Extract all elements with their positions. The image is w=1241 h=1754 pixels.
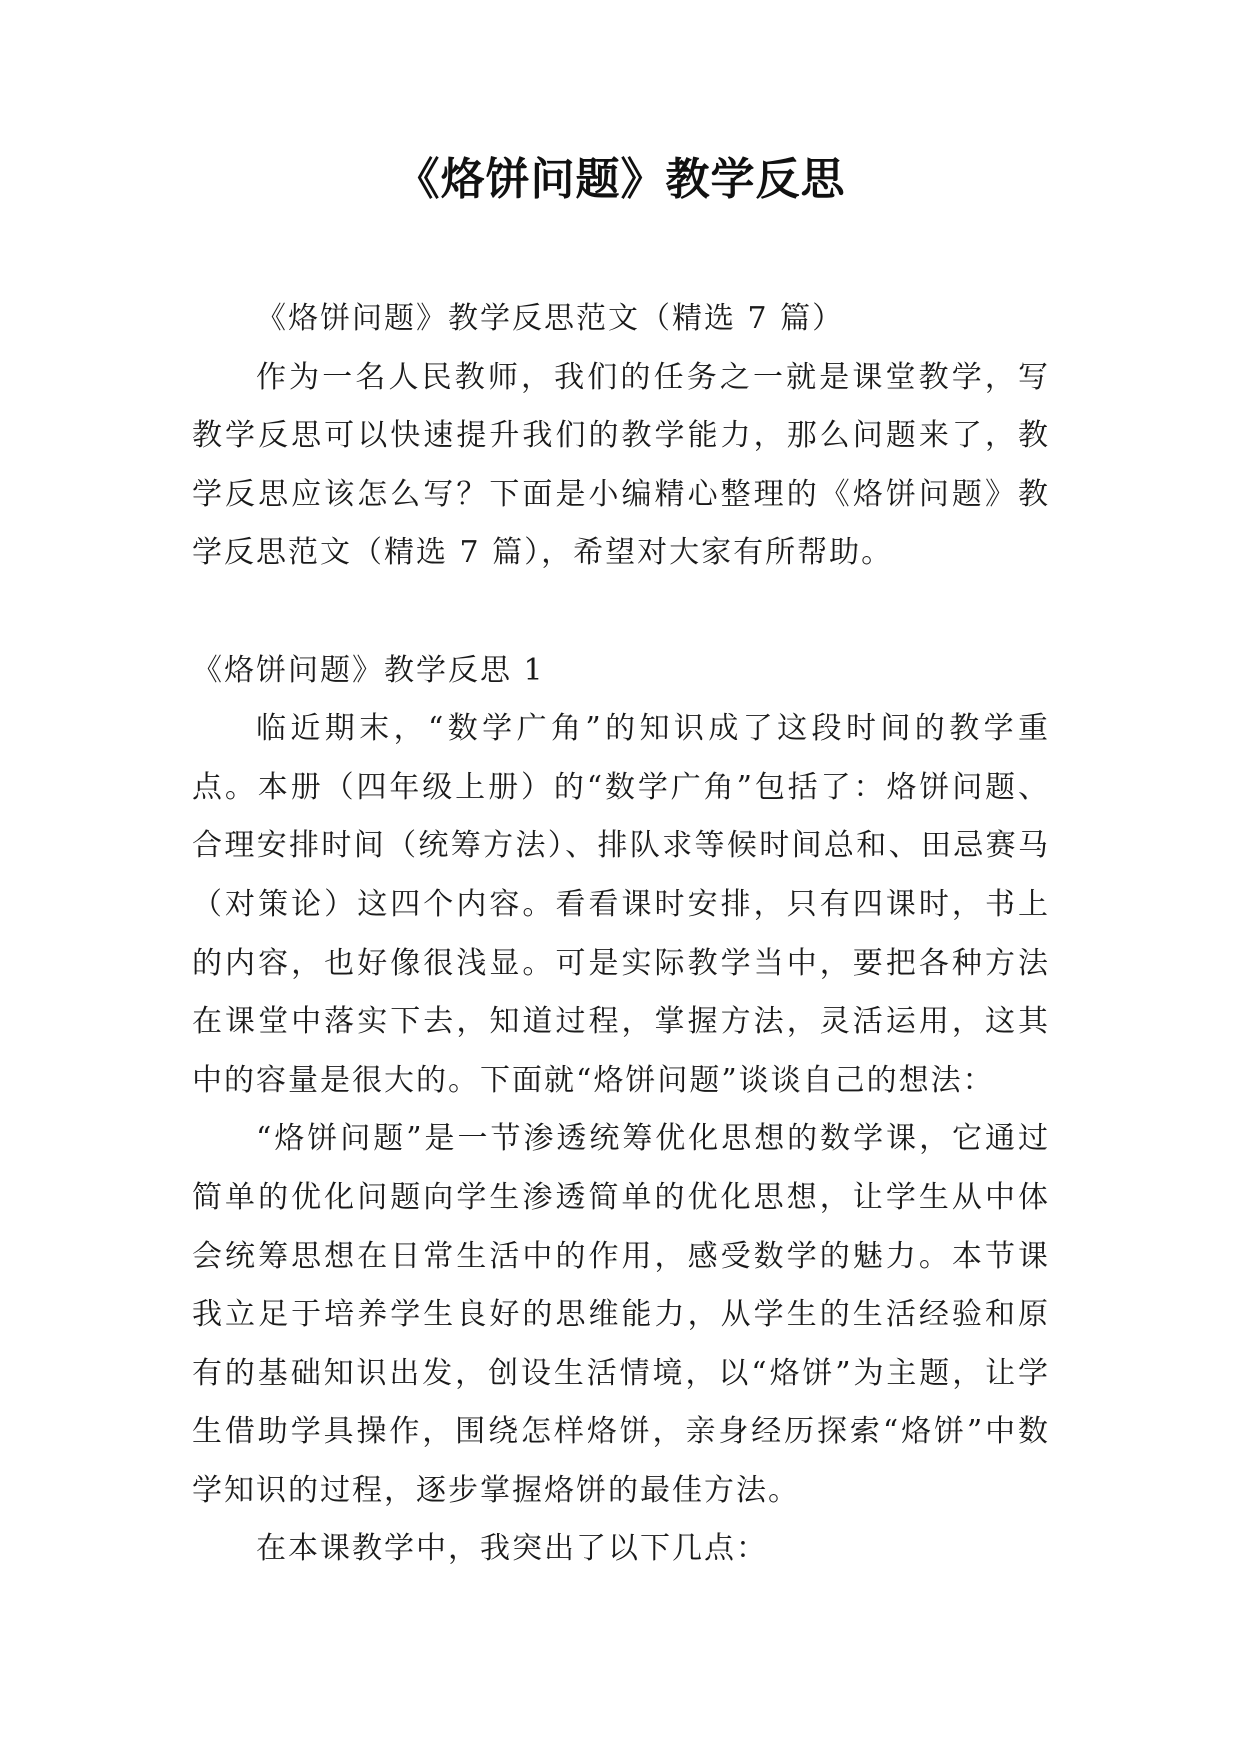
body-paragraph: 临近期末，“数学广角”的知识成了这段时间的教学重点。本册（四年级上册）的“数学广角”包括了：烙饼问题、合理安排时间（统筹方法）、排队求等候时间总和、田忌赛马（对策论）这四个内容。看看课时安排，只有四课时，书上的内容，也好像很浅显。可是实际教学当中，要把各种方法在课堂中落实下去，知道过程，掌握方法，灵活运用，这其中的容量是很大的。下面就“烙饼问题”谈谈自己的想法： — [192, 711, 1050, 1098]
body-paragraph: “烙饼问题”是一节渗透统筹优化思想的数学课，它通过简单的优化问题向学生渗透简单的优化思想，让学生从中体会统筹思想在日常生活中的作用，感受数学的魅力。本节课我立足于培养学生良好的思维能力，从学生的生活经验和原有的基础知识出发，创设生活情境，以“烙饼”为主题，让学生借助学具操作，围绕怎样烙饼，亲身经历探索“烙饼”中数学知识的过程，逐步掌握烙饼的最佳方法。 — [192, 1121, 1050, 1508]
section-heading: 《烙饼问题》教学反思 1 — [192, 652, 545, 688]
paragraph-spacer — [192, 583, 1050, 642]
subtitle: 《烙饼问题》教学反思范文（精选 7 篇） — [256, 301, 845, 336]
document-title: 《烙饼问题》教学反思 — [395, 154, 846, 205]
document-body — [192, 290, 1050, 1579]
body-paragraph: 在本课教学中，我突出了以下几点： — [256, 1531, 768, 1567]
intro-paragraph: 作为一名人民教师，我们的任务之一就是课堂教学，写教学反思可以快速提升我们的教学能力，那么问题来了，教学反思应该怎么写？下面是小编精心整理的《烙饼问题》教学反思范文（精选 7 篇），希望对大家有所帮助。 — [192, 359, 1050, 571]
